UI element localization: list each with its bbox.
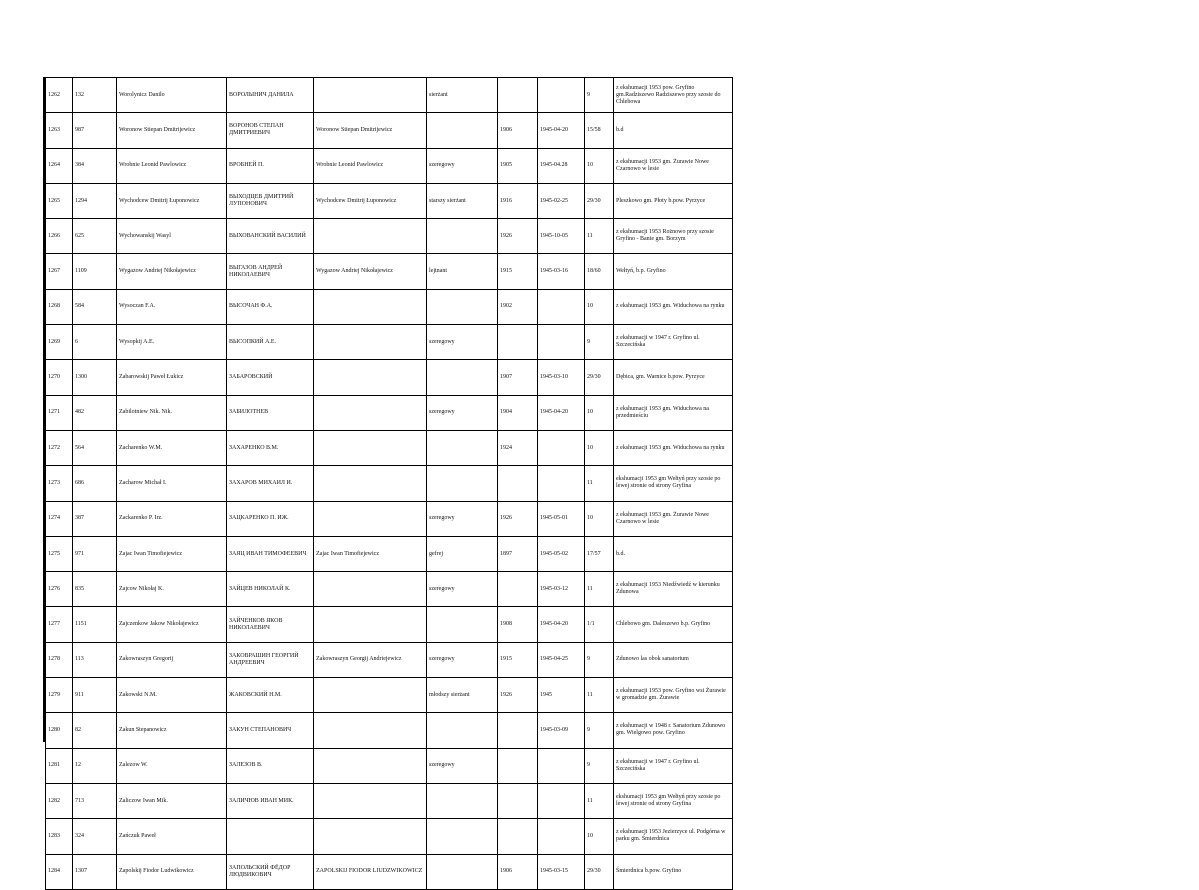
cell-name-latin: Zajac Iwan Timofiejewicz: [117, 536, 227, 571]
cell-name-cyrillic: ВОРОНОВ СТЕПАН ДМИТРИЕВИЧ: [227, 113, 314, 148]
cell-death-date: [538, 430, 585, 465]
cell-rank: szeregowy: [427, 325, 498, 360]
table-row: [46, 748, 733, 783]
cell-number: 1294: [73, 183, 117, 218]
cell-birth-year: 1906: [498, 854, 538, 889]
table-row: [46, 360, 733, 395]
cell-location: Chlebowo gm. Daleszewo b.p. Gryfino: [614, 607, 733, 642]
cell-name-alternate: [314, 713, 427, 748]
cell-name-cyrillic: ЗАПОЛЬСКИЙ ФЁДОР ЛЮДВИКОВИЧ: [227, 854, 314, 889]
cell-death-date: 1945-04-20: [538, 113, 585, 148]
cell-rank: [427, 113, 498, 148]
cell-grave: 10: [585, 289, 614, 324]
cell-number: 584: [73, 289, 117, 324]
cell-grave: 29/30: [585, 854, 614, 889]
cell-lp: 1263: [46, 113, 73, 148]
cell-name-cyrillic: ВРОБНЕЙ П.: [227, 148, 314, 183]
cell-rank: [427, 607, 498, 642]
cell-name-alternate: ZAPOLSKIJ FIODOR LIUDZWIKOWICZ: [314, 854, 427, 889]
cell-rank: szeregowy: [427, 148, 498, 183]
cell-grave: 10: [585, 819, 614, 854]
cell-rank: młodszy sierżant: [427, 678, 498, 713]
cell-location: z ekshumacji 1953 gm. Żurawie Nowe Czarnowo w lesie: [614, 148, 733, 183]
cell-lp: 1278: [46, 642, 73, 677]
cell-number: 1300: [73, 360, 117, 395]
cell-death-date: 1945-04-20: [538, 395, 585, 430]
cell-death-date: 1945: [538, 678, 585, 713]
cell-name-cyrillic: [227, 819, 314, 854]
cell-lp: 1284: [46, 854, 73, 889]
table-row: [46, 642, 733, 677]
cell-grave: 18/60: [585, 254, 614, 289]
cell-rank: [427, 219, 498, 254]
cell-birth-year: 1902: [498, 289, 538, 324]
cell-name-alternate: [314, 430, 427, 465]
cell-birth-year: 1926: [498, 219, 538, 254]
cell-death-date: [538, 78, 585, 113]
cell-lp: 1272: [46, 430, 73, 465]
cell-lp: 1268: [46, 289, 73, 324]
cell-rank: szeregowy: [427, 395, 498, 430]
cell-name-latin: Zackarenko P. Irz.: [117, 501, 227, 536]
cell-birth-year: 1904: [498, 395, 538, 430]
cell-name-cyrillic: ЗАХАРЕНКО В.М.: [227, 430, 314, 465]
cell-name-latin: Zacharenko W.M.: [117, 430, 227, 465]
cell-birth-year: [498, 713, 538, 748]
cell-name-cyrillic: ЗАЛЕЗОВ В.: [227, 748, 314, 783]
cell-birth-year: [498, 325, 538, 360]
cell-number: 987: [73, 113, 117, 148]
cell-rank: [427, 430, 498, 465]
cell-number: 911: [73, 678, 117, 713]
cell-grave: 1/1: [585, 607, 614, 642]
cell-name-latin: Zalezow W.: [117, 748, 227, 783]
cell-rank: lejtnant: [427, 254, 498, 289]
cell-location: Pleszkowo gm. Płoty b.pow. Pyrzyce: [614, 183, 733, 218]
cell-death-date: 1945-03-10: [538, 360, 585, 395]
table-row: [46, 325, 733, 360]
cell-location: Dębica, gm. Warnice b.pow. Pyrzyce: [614, 360, 733, 395]
cell-grave: 9: [585, 642, 614, 677]
cell-death-date: 1945-10-05: [538, 219, 585, 254]
cell-name-latin: Zakowraszyn Gregorij: [117, 642, 227, 677]
cell-rank: [427, 713, 498, 748]
cell-location: Zdunowo las obok sanatorium: [614, 642, 733, 677]
table-row: [46, 819, 733, 854]
cell-number: 1151: [73, 607, 117, 642]
table-row: [46, 713, 733, 748]
cell-number: 82: [73, 713, 117, 748]
cell-name-alternate: [314, 395, 427, 430]
table-row: [46, 501, 733, 536]
cell-name-cyrillic: ЗАБАРОВСКИЙ: [227, 360, 314, 395]
cell-name-cyrillic: ВЫХОВАНСКИЙ ВАСИЛИЙ: [227, 219, 314, 254]
table-row: [46, 113, 733, 148]
cell-grave: 9: [585, 748, 614, 783]
cell-rank: [427, 360, 498, 395]
cell-name-latin: Zapolskij Fiodor Ludwikowicz: [117, 854, 227, 889]
cell-location: z ekshumacji 1953 Niedźwiedź w kierunku Zdunowa: [614, 572, 733, 607]
cell-birth-year: 1908: [498, 607, 538, 642]
table-row: [46, 607, 733, 642]
cell-number: 324: [73, 819, 117, 854]
cell-number: 713: [73, 783, 117, 818]
cell-lp: 1280: [46, 713, 73, 748]
cell-grave: 10: [585, 501, 614, 536]
cell-lp: 1271: [46, 395, 73, 430]
cell-rank: szeregowy: [427, 501, 498, 536]
cell-death-date: 1945-03-15: [538, 854, 585, 889]
cell-name-cyrillic: ЗАЙЦЕВ НИКОЛАЙ К.: [227, 572, 314, 607]
cell-name-latin: Zakowski N.M.: [117, 678, 227, 713]
table-row: [46, 78, 733, 113]
cell-name-cyrillic: ЗАЦКАРЕНКО П. ИЖ.: [227, 501, 314, 536]
burial-register-table: [45, 77, 733, 890]
cell-location: z ekshumacji w 1947 r. Gryfino ul. Szczecińska: [614, 748, 733, 783]
cell-name-cyrillic: ЗАХАРОВ МИХАИЛ И.: [227, 466, 314, 501]
cell-location: z ekshumacji w 1947 r. Gryfino ul. Szczecińska: [614, 325, 733, 360]
cell-grave: 11: [585, 678, 614, 713]
cell-death-date: [538, 325, 585, 360]
cell-name-latin: Wrobnie Leonid Pawlowicz: [117, 148, 227, 183]
table-row: [46, 783, 733, 818]
cell-death-date: [538, 748, 585, 783]
cell-name-latin: Zabilotniew Nik. Nik.: [117, 395, 227, 430]
cell-death-date: 1945-04-20: [538, 607, 585, 642]
cell-rank: [427, 783, 498, 818]
cell-name-alternate: Zajac Iwan Timofiejewicz: [314, 536, 427, 571]
table-row: [46, 466, 733, 501]
cell-name-alternate: [314, 678, 427, 713]
table-row: [46, 395, 733, 430]
cell-grave: 29/30: [585, 360, 614, 395]
cell-name-cyrillic: ЗАЙЧЕНКОВ ЯКОВ НИКОЛАЕВИЧ: [227, 607, 314, 642]
cell-name-cyrillic: ВЫСОЧАН Ф.А.: [227, 289, 314, 324]
cell-birth-year: 1924: [498, 430, 538, 465]
cell-death-date: [538, 819, 585, 854]
cell-number: 387: [73, 501, 117, 536]
cell-lp: 1276: [46, 572, 73, 607]
cell-name-latin: Wychowanskij Wasyl: [117, 219, 227, 254]
cell-rank: [427, 854, 498, 889]
cell-number: 564: [73, 430, 117, 465]
cell-name-latin: Zaliczow Iwan Mik.: [117, 783, 227, 818]
cell-number: 384: [73, 148, 117, 183]
cell-death-date: 1945-02-25: [538, 183, 585, 218]
cell-name-cyrillic: ЗАКУН СТЕПАНОВИЧ: [227, 713, 314, 748]
cell-birth-year: 1905: [498, 148, 538, 183]
cell-grave: 10: [585, 430, 614, 465]
cell-birth-year: 1926: [498, 501, 538, 536]
cell-number: 1109: [73, 254, 117, 289]
table-row: [46, 219, 733, 254]
cell-name-alternate: [314, 572, 427, 607]
cell-rank: szeregowy: [427, 642, 498, 677]
cell-location: z ekshumacji 1953 Rożnowo przy szosie Gryfino - Banie gm. Borzym: [614, 219, 733, 254]
cell-name-cyrillic: ВЫСОПКИЙ А.Е.: [227, 325, 314, 360]
cell-death-date: 1945-04.28: [538, 148, 585, 183]
cell-name-alternate: [314, 748, 427, 783]
cell-grave: 9: [585, 325, 614, 360]
table-row: [46, 254, 733, 289]
cell-death-date: 1945-05-01: [538, 501, 585, 536]
cell-number: 835: [73, 572, 117, 607]
cell-death-date: 1945-03-12: [538, 572, 585, 607]
cell-birth-year: [498, 783, 538, 818]
cell-grave: 11: [585, 572, 614, 607]
cell-death-date: [538, 289, 585, 324]
cell-rank: szeregowy: [427, 572, 498, 607]
cell-number: 132: [73, 78, 117, 113]
cell-location: z ekshumacji w 1948 r. Sanatorium Zdunowo gm. Wielgowo pow. Gryfino: [614, 713, 733, 748]
cell-birth-year: 1906: [498, 113, 538, 148]
cell-location: ekshumacji 1953 gm Wełtyń przy szosie po lewej stronie od strony Gryfina: [614, 783, 733, 818]
cell-birth-year: 1897: [498, 536, 538, 571]
cell-location: z ekshumacji 1953 gm. Widuchowa na przedmieściu: [614, 395, 733, 430]
cell-name-alternate: Zakowraszyn Georgij Andriejewicz: [314, 642, 427, 677]
cell-name-latin: Wychodcew Dmitrij Łuponowicz: [117, 183, 227, 218]
cell-lp: 1283: [46, 819, 73, 854]
cell-rank: szeregowy: [427, 748, 498, 783]
cell-grave: 9: [585, 713, 614, 748]
cell-number: 113: [73, 642, 117, 677]
cell-birth-year: [498, 748, 538, 783]
cell-rank: [427, 466, 498, 501]
cell-rank: [427, 819, 498, 854]
cell-lp: 1265: [46, 183, 73, 218]
cell-location: b.d: [614, 113, 733, 148]
cell-name-alternate: [314, 325, 427, 360]
table-body: [46, 78, 733, 890]
cell-lp: 1269: [46, 325, 73, 360]
cell-rank: starszy sierżant: [427, 183, 498, 218]
cell-grave: 11: [585, 783, 614, 818]
cell-name-alternate: Wrobnie Leonid Pawlowicz: [314, 148, 427, 183]
table-row: [46, 289, 733, 324]
cell-lp: 1266: [46, 219, 73, 254]
cell-grave: 10: [585, 395, 614, 430]
cell-rank: gefrej: [427, 536, 498, 571]
cell-name-alternate: [314, 466, 427, 501]
cell-name-alternate: [314, 501, 427, 536]
cell-name-cyrillic: ЗАБИЛОТНЕВ: [227, 395, 314, 430]
cell-name-alternate: [314, 360, 427, 395]
cell-location: Wełtyń, b.p. Gryfino: [614, 254, 733, 289]
cell-grave: 29/30: [585, 183, 614, 218]
cell-name-alternate: Wygazow Andriej Nikołajewicz: [314, 254, 427, 289]
cell-name-cyrillic: ЗАЛИЧЮВ ИВАН МИК.: [227, 783, 314, 818]
cell-number: 1307: [73, 854, 117, 889]
cell-name-latin: Wygazow Andriej Nikołajewicz: [117, 254, 227, 289]
cell-number: 686: [73, 466, 117, 501]
table-row: [46, 430, 733, 465]
table-row: [46, 572, 733, 607]
cell-rank: [427, 289, 498, 324]
cell-birth-year: 1915: [498, 254, 538, 289]
cell-name-alternate: [314, 78, 427, 113]
cell-location: z ekshumacji 1953 pow. Gryfino gm.Radziszewo Radziszewo przy szosie do Chlebowa: [614, 78, 733, 113]
cell-name-alternate: [314, 607, 427, 642]
cell-death-date: 1945-03-09: [538, 713, 585, 748]
cell-death-date: 1945-04-25: [538, 642, 585, 677]
cell-location: z ekshumacji 1953 Jezierzyce ul. Podgórna w parku gm. Śmierdnica: [614, 819, 733, 854]
cell-number: 625: [73, 219, 117, 254]
cell-death-date: [538, 466, 585, 501]
cell-number: 6: [73, 325, 117, 360]
cell-death-date: [538, 783, 585, 818]
cell-name-alternate: Woronow Stiepan Dmitrijewicz: [314, 113, 427, 148]
cell-birth-year: 1907: [498, 360, 538, 395]
cell-location: ekshumacji 1953 gm Wełtyń przy szosie po lewej stronie od strony Gryfina: [614, 466, 733, 501]
cell-location: z ekshumacji 1953 gm. Żurawie Nowe Czarnowo w lesie: [614, 501, 733, 536]
cell-birth-year: 1915: [498, 642, 538, 677]
cell-grave: 17/57: [585, 536, 614, 571]
cell-name-latin: Zakun Stepanowicz: [117, 713, 227, 748]
cell-lp: 1262: [46, 78, 73, 113]
cell-lp: 1275: [46, 536, 73, 571]
cell-location: b.d.: [614, 536, 733, 571]
table-row: [46, 183, 733, 218]
cell-birth-year: [498, 572, 538, 607]
cell-number: 12: [73, 748, 117, 783]
cell-name-latin: Zacharow Michał I.: [117, 466, 227, 501]
cell-name-alternate: [314, 289, 427, 324]
cell-grave: 10: [585, 148, 614, 183]
cell-lp: 1274: [46, 501, 73, 536]
cell-location: Śmierdnica b.pow. Gryfino: [614, 854, 733, 889]
cell-location: z ekshumacji 1953 pow. Gryfino wsi Żurawie w gromadzie gm. Żurawie: [614, 678, 733, 713]
cell-birth-year: 1926: [498, 678, 538, 713]
cell-birth-year: [498, 78, 538, 113]
cell-lp: 1267: [46, 254, 73, 289]
cell-birth-year: 1916: [498, 183, 538, 218]
cell-name-latin: Zańczuk Paweł: [117, 819, 227, 854]
cell-location: z ekshumacji 1953 gm. Widuchowa na rynku: [614, 430, 733, 465]
cell-name-latin: Worolynicz Danilo: [117, 78, 227, 113]
cell-lp: 1282: [46, 783, 73, 818]
table-row: [46, 854, 733, 889]
cell-number: 482: [73, 395, 117, 430]
cell-name-alternate: [314, 819, 427, 854]
table-row: [46, 536, 733, 571]
cell-death-date: 1945-03-16: [538, 254, 585, 289]
table-row: [46, 678, 733, 713]
cell-lp: 1281: [46, 748, 73, 783]
cell-birth-year: [498, 466, 538, 501]
cell-lp: 1273: [46, 466, 73, 501]
table-row: [46, 148, 733, 183]
cell-grave: 11: [585, 466, 614, 501]
cell-name-latin: Woronow Stiepan Dmitrijewicz: [117, 113, 227, 148]
cell-lp: 1270: [46, 360, 73, 395]
cell-grave: 11: [585, 219, 614, 254]
cell-birth-year: [498, 819, 538, 854]
cell-grave: 9: [585, 78, 614, 113]
cell-name-cyrillic: ЖАКОВСКИЙ Н.М.: [227, 678, 314, 713]
cell-name-cyrillic: ВЫХОДЦЕВ ДМИТРИЙ ЛУПОНОВИЧ: [227, 183, 314, 218]
cell-name-latin: Wysopkij A.E.: [117, 325, 227, 360]
cell-name-latin: Zajczenkow Jakow Nikołajewicz: [117, 607, 227, 642]
cell-name-cyrillic: ВОРОЛЫНИЧ ДАНИЛА: [227, 78, 314, 113]
cell-lp: 1277: [46, 607, 73, 642]
cell-name-latin: Zajcow Nikołaj K.: [117, 572, 227, 607]
cell-name-latin: Zabarowskij Paweł Łukicz: [117, 360, 227, 395]
cell-death-date: 1945-05-02: [538, 536, 585, 571]
cell-grave: 15/58: [585, 113, 614, 148]
cell-name-cyrillic: ЗАКОВРАШИН ГЕОРГИЙ АНДРЕЕВИЧ: [227, 642, 314, 677]
cell-location: z ekshumacji 1953 gm. Widuchowa na rynku: [614, 289, 733, 324]
cell-name-alternate: [314, 219, 427, 254]
cell-lp: 1279: [46, 678, 73, 713]
cell-name-alternate: Wychodcew Dmitrij Łuponowicz: [314, 183, 427, 218]
cell-number: 971: [73, 536, 117, 571]
cell-name-latin: Wysoczan F.A.: [117, 289, 227, 324]
cell-lp: 1264: [46, 148, 73, 183]
cell-name-cyrillic: ЗАЯЦ ИВАН ТИМОФЕЕВИЧ: [227, 536, 314, 571]
cell-name-cyrillic: ВЫГАЗОВ АНДРЕЙ НИКОЛАЕВИЧ: [227, 254, 314, 289]
cell-rank: sierżant: [427, 78, 498, 113]
cell-name-alternate: [314, 783, 427, 818]
